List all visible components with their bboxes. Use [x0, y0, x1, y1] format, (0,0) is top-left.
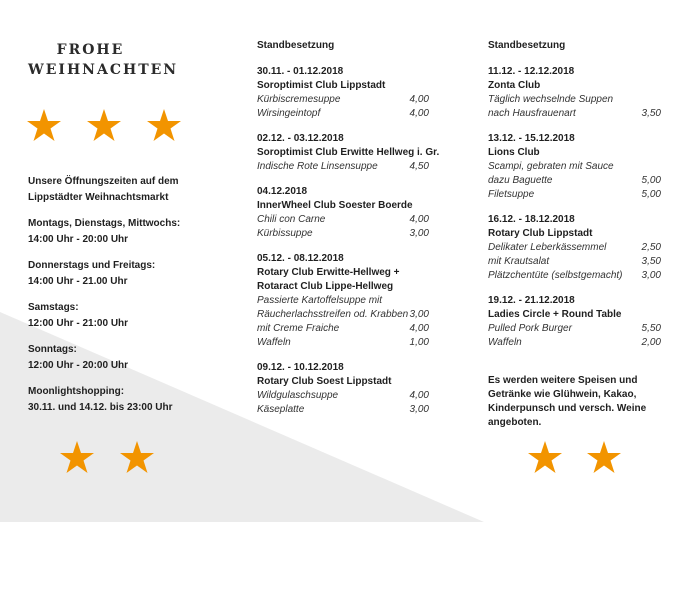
- booth-entry: [488, 294, 663, 350]
- hours-line: 30.11. und 14.12. bis 23:00 Uhr: [28, 402, 173, 413]
- menu-item: [257, 107, 429, 121]
- booth-entry: [257, 361, 457, 417]
- hours-line: Lippstädter Weihnachtsmarkt: [28, 192, 169, 203]
- hours-group: [28, 300, 228, 332]
- menu-item-name: Filetsuppe: [488, 189, 535, 200]
- note-line: angeboten.: [488, 417, 542, 428]
- star-icon: [587, 441, 621, 473]
- menu-item-price: 1,00: [409, 337, 429, 348]
- booth-date: 19.12. - 21.12.2018: [488, 295, 575, 306]
- menu-item-name: Plätzchentüte (selbstgemacht): [488, 270, 623, 281]
- menu-item-name: nach Hausfrauenart: [488, 108, 576, 119]
- menu-item-name: mit Krautsalat: [488, 256, 550, 267]
- booth-club: InnerWheel Club Soester Boerde: [257, 200, 413, 211]
- hours-line: Donnerstags und Freitags:: [28, 260, 156, 271]
- menu-item-name: dazu Baguette: [488, 175, 553, 186]
- menu-item-price: 2,50: [641, 242, 661, 253]
- menu-item: [257, 322, 429, 336]
- booth-club: Zonta Club: [488, 80, 541, 91]
- menu-item: [257, 336, 429, 350]
- menu-item: [488, 336, 661, 350]
- hours-line: 14:00 Uhr - 20:00 Uhr: [28, 234, 129, 245]
- menu-item-name: Käseplatte: [257, 404, 305, 415]
- menu-item-name: Wildgulaschsuppe: [257, 390, 339, 401]
- hours-line: Unsere Öffnungszeiten auf dem: [28, 176, 179, 187]
- hours-group: [28, 216, 228, 248]
- menu-item-price: 4,00: [409, 94, 429, 105]
- menu-item-name: Delikater Leberkässemmel: [488, 242, 607, 253]
- menu-item: [488, 160, 661, 174]
- booth-club: Soroptimist Club Lippstadt: [257, 80, 386, 91]
- page-title: [28, 40, 179, 80]
- booth-date: 30.11. - 01.12.2018: [257, 66, 344, 77]
- menu-item-price: 3,50: [641, 108, 661, 119]
- menu-item: [257, 160, 429, 174]
- menu-item-name: Indische Rote Linsensuppe: [257, 161, 378, 172]
- booth-entry: [257, 252, 457, 350]
- menu-item-name: Wirsingeintopf: [257, 108, 321, 119]
- hours-line: 14:00 Uhr - 21.00 Uhr: [28, 276, 128, 287]
- booth-club: Rotary Club Soest Lippstadt: [257, 376, 392, 387]
- menu-item-price: 4,50: [409, 161, 429, 172]
- menu-item: [488, 322, 661, 336]
- menu-item-price: 3,00: [409, 309, 429, 320]
- note-line: Kinderpunsch und versch. Weine: [488, 403, 647, 414]
- menu-item: [488, 255, 661, 269]
- booth-entry: [257, 65, 457, 121]
- star-icon: [147, 109, 181, 141]
- hours-group: [28, 384, 228, 416]
- star-icon: [87, 109, 121, 141]
- menu-item: [488, 93, 661, 107]
- menu-item-price: 3,50: [641, 256, 661, 267]
- hours-line: 12:00 Uhr - 21:00 Uhr: [28, 318, 129, 329]
- star-icon: [27, 109, 61, 141]
- booth-date: 05.12. - 08.12.2018: [257, 253, 344, 264]
- menu-item-name: Waffeln: [257, 337, 291, 348]
- menu-item-name: mit Creme Fraiche: [257, 323, 340, 334]
- menu-item-name: Räucherlachsstreifen od. Krabben: [257, 309, 409, 320]
- hours-line: Montags, Dienstags, Mittwochs:: [28, 218, 181, 229]
- menu-item-price: 2,00: [641, 337, 661, 348]
- booth-entry: [488, 132, 663, 202]
- additional-offer-note: [488, 374, 650, 430]
- menu-item-price: 4,00: [409, 390, 429, 401]
- menu-item-name: Kürbiscremesuppe: [257, 94, 341, 105]
- booth-club: Rotaract Club Lippe-Hellweg: [257, 281, 394, 292]
- booth-date: 13.12. - 15.12.2018: [488, 133, 575, 144]
- hours-line: Sonntags:: [28, 344, 77, 355]
- menu-item: [488, 174, 661, 188]
- booth-club: Soroptimist Club Erwitte Hellweg i. Gr.: [257, 147, 440, 158]
- menu-item-price: 3,00: [409, 404, 429, 415]
- booth-entry: [488, 65, 663, 121]
- menu-item-price: 3,00: [409, 228, 429, 239]
- star-icon: [120, 441, 154, 473]
- menu-item-price: 5,00: [641, 189, 661, 200]
- menu-item-name: Pulled Pork Burger: [488, 323, 572, 334]
- menu-item: [257, 403, 429, 417]
- booth-entry: [257, 185, 457, 241]
- menu-item-price: 5,50: [641, 323, 661, 334]
- star-icon: [528, 441, 562, 473]
- booth-date: 04.12.2018: [257, 186, 308, 197]
- booth-club: Lions Club: [488, 147, 540, 158]
- menu-item-price: 4,00: [409, 323, 429, 334]
- booth-date: 09.12. - 10.12.2018: [257, 362, 344, 373]
- booth-club: Ladies Circle + Round Table: [488, 309, 622, 320]
- menu-item-price: 4,00: [409, 214, 429, 225]
- hours-line: Samstags:: [28, 302, 79, 313]
- hours-line: Moonlightshopping:: [28, 386, 125, 397]
- schedule-column-right: [488, 39, 663, 361]
- title-line: WEIHNACHTEN: [28, 62, 179, 78]
- menu-item-price: 3,00: [641, 270, 661, 281]
- booth-date: 11.12. - 12.12.2018: [488, 66, 575, 77]
- menu-item: [257, 213, 429, 227]
- menu-item-name: Waffeln: [488, 337, 522, 348]
- booth-entry: [488, 213, 663, 283]
- booth-date: 02.12. - 03.12.2018: [257, 133, 344, 144]
- star-icon: [60, 441, 94, 473]
- menu-item-name: Chili con Carne: [257, 214, 326, 225]
- menu-item-name: Täglich wechselnde Suppen: [488, 94, 614, 105]
- menu-item: [488, 188, 661, 202]
- hours-group: [28, 174, 228, 206]
- menu-item: [488, 107, 661, 121]
- booth-entry: [257, 132, 457, 174]
- menu-item: [257, 389, 429, 403]
- note-line: Getränke wie Glühwein, Kakao,: [488, 389, 637, 400]
- section-heading: Standbesetzung: [257, 40, 335, 51]
- opening-hours: [28, 174, 228, 426]
- menu-item-name: Passierte Kartoffelsuppe mit: [257, 295, 383, 306]
- title-line: FROHE: [56, 42, 125, 58]
- menu-item: [257, 294, 429, 308]
- section-heading: Standbesetzung: [488, 40, 566, 51]
- menu-item: [257, 227, 429, 241]
- menu-item-name: Kürbissuppe: [257, 228, 313, 239]
- menu-item-price: 4,00: [409, 108, 429, 119]
- hours-line: 12:00 Uhr - 20:00 Uhr: [28, 360, 129, 371]
- booth-club: Rotary Club Lippstadt: [488, 228, 593, 239]
- schedule-column-middle: [257, 39, 457, 428]
- booth-club: Rotary Club Erwitte-Hellweg +: [257, 267, 400, 278]
- menu-item: [488, 269, 661, 283]
- hours-group: [28, 258, 228, 290]
- note-line: Es werden weitere Speisen und: [488, 375, 638, 386]
- menu-item-name: Scampi, gebraten mit Sauce: [488, 161, 614, 172]
- menu-item: [257, 93, 429, 107]
- menu-item: [488, 241, 661, 255]
- booth-date: 16.12. - 18.12.2018: [488, 214, 575, 225]
- hours-group: [28, 342, 228, 374]
- menu-item-price: 5,00: [641, 175, 661, 186]
- menu-item: [257, 308, 429, 322]
